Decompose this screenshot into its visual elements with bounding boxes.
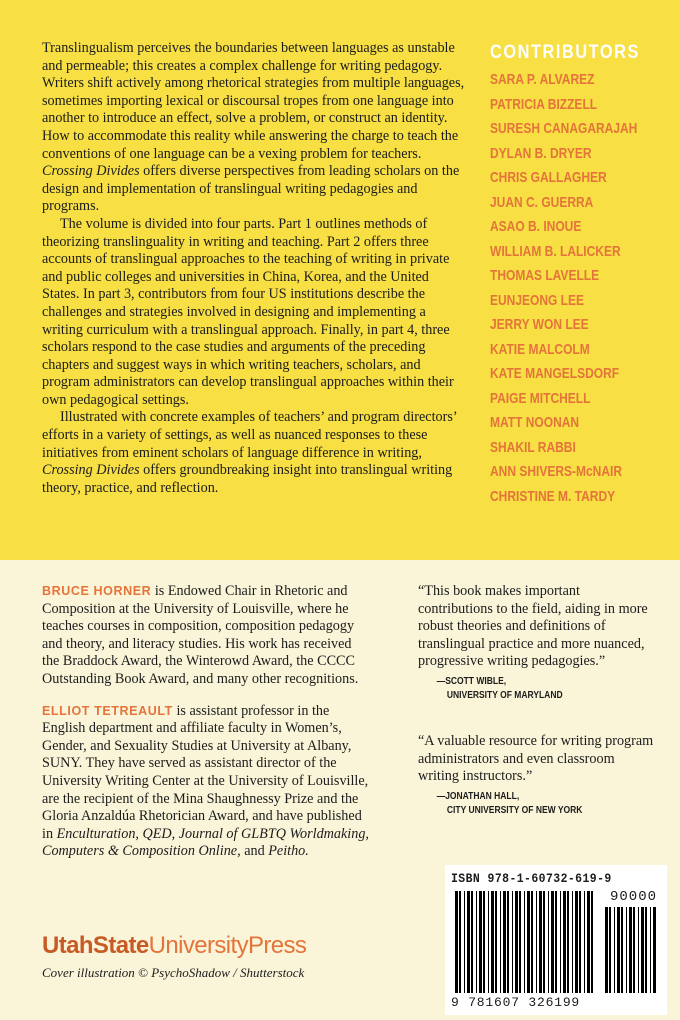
contributor-name: CHRISTINE M. TARDY <box>490 487 616 505</box>
contributor-name: EUNJEONG LEE <box>490 291 585 309</box>
bio-tetreault: ELLIOT TETREAULT is assistant professor in the English department and affiliate faculty in Women’s, Gender, and Sexuality Studies at University at Albany, SUNY. They have served as assistant director of the University Writing Center at the University of Louisville, are the recipient of the Mina Shaughnessy Prize and the Gloria Anzaldúa Rhetorician Award, and have published in Enculturation, QED, Journal of GLBTQ Worldmaking, Computers & Composition Online, and Peitho. <box>42 702 369 860</box>
description-paragraph-3: Illustrated with concrete examples of teachers’ and program directors’ efforts in a variety of settings, as well as nuanced responses to these initiatives from eminent scholars of language difference in writing, Crossing Divides offers groundbreaking insight into translingual writing theory, practice, and reflection. <box>42 409 457 496</box>
cover-credit: Cover illustration © PsychoShadow / Shutterstock <box>42 965 305 980</box>
contributor-name: CHRIS GALLAGHER <box>490 169 607 186</box>
bio-name-horner: BRUCE HORNER <box>42 584 152 598</box>
contributor-name: PAIGE MITCHELL <box>490 389 591 407</box>
isbn-label: ISBN 978-1-60732-619-9 <box>451 871 612 886</box>
quote-attribution: —JONATHAN HALL, CITY UNIVERSITY OF NEW YORK <box>436 790 583 816</box>
price-code: 90000 <box>609 889 657 905</box>
contributor-name: THOMAS LAVELLE <box>490 267 600 284</box>
contributors-list <box>490 42 670 509</box>
author-bios <box>42 583 372 875</box>
contributor-name: JUAN C. GUERRA <box>490 193 594 211</box>
contributor-name: SURESH CANAGARAJAH <box>490 120 638 137</box>
isbn-barcode <box>445 865 667 1015</box>
contributor-name: JERRY WON LEE <box>490 316 589 333</box>
contributor-name: WILLIAM B. LALICKER <box>490 242 621 260</box>
description-paragraph-1: Translingualism perceives the boundaries between languages as unstable and permeable; this creates a complex challenge for writing pedagogy. Writers shift actively among rhetorical strategies from multiple languages, sometimes importing lexical or discoursal tropes from one language into another to introduce an effect, solve a problem, or construct an identity. How to accommodate this reality while answering the charge to teach the conventions of one language can be a vexing problem for teachers. Crossing Divides offers diverse perspectives from leading scholars on the design and implementation of translingual writing pedagogies and programs. <box>42 40 465 215</box>
contributor-name: MATT NOONAN <box>490 414 580 431</box>
contributor-name: ASAO B. INOUE <box>490 218 582 235</box>
endorsement-quote <box>418 733 658 818</box>
contributor-name: PATRICIA BIZZELL <box>490 95 598 113</box>
contributors-heading: CONTRIBUTORS <box>490 42 640 63</box>
endorsements <box>418 583 658 848</box>
quote-attribution: —SCOTT WIBLE, UNIVERSITY OF MARYLAND <box>436 675 563 701</box>
ean-number: 9 781607 326199 <box>451 995 581 1010</box>
book-description <box>42 40 467 497</box>
quote-text: “A valuable resource for writing program administrators and even classroom writing instructors.” <box>418 732 654 785</box>
contributor-name: KATIE MALCOLM <box>490 340 590 358</box>
contributor-name: KATE MANGELSDORF <box>490 365 620 382</box>
contributor-name: SARA P. ALVAREZ <box>490 71 595 88</box>
description-paragraph-2: The volume is divided into four parts. Part 1 outlines methods of theorizing translinguality in writing and teaching. Part 2 offers three accounts of translingual approaches to the teaching of writing in private and public colleges and universities in China, Korea, and the United States. In part 3, contributors from four US institutions describe the challenges and strategies involved in designing and implementing a writing curriculum with a translingual approach. Finally, in part 4, three scholars respond to the case studies and arguments of the preceding chapters and suggest ways in which writing teachers, scholars, and program administrators can develop translingual approaches within their own pedagogical settings. <box>42 215 454 408</box>
contributor-name: DYLAN B. DRYER <box>490 144 592 162</box>
contributor-name: ANN SHIVERS-McNAIR <box>490 463 623 480</box>
endorsement-quote <box>418 583 658 703</box>
bio-horner: BRUCE HORNER is Endowed Chair in Rhetoric and Composition at the University of Louisville, where he teaches courses in composition, composition pedagogy and theory, and literacy studies. His work has received the Braddock Award, the Winterowd Award, the CCCC Outstanding Book Award, and many other recognitions. <box>42 583 359 687</box>
quote-text: “This book makes important contributions to the field, aiding in more robust theories and definitions of translingual practice and more nuanced, progressive writing pedagogies.” <box>418 583 648 670</box>
bio-name-tetreault: ELLIOT TETREAULT <box>42 703 173 718</box>
barcode-graphic <box>445 865 667 1015</box>
contributor-name: SHAKIL RABBI <box>490 438 576 456</box>
contributors-names <box>490 68 670 509</box>
publisher-logo: UtahStateUniversityPress <box>42 932 307 959</box>
